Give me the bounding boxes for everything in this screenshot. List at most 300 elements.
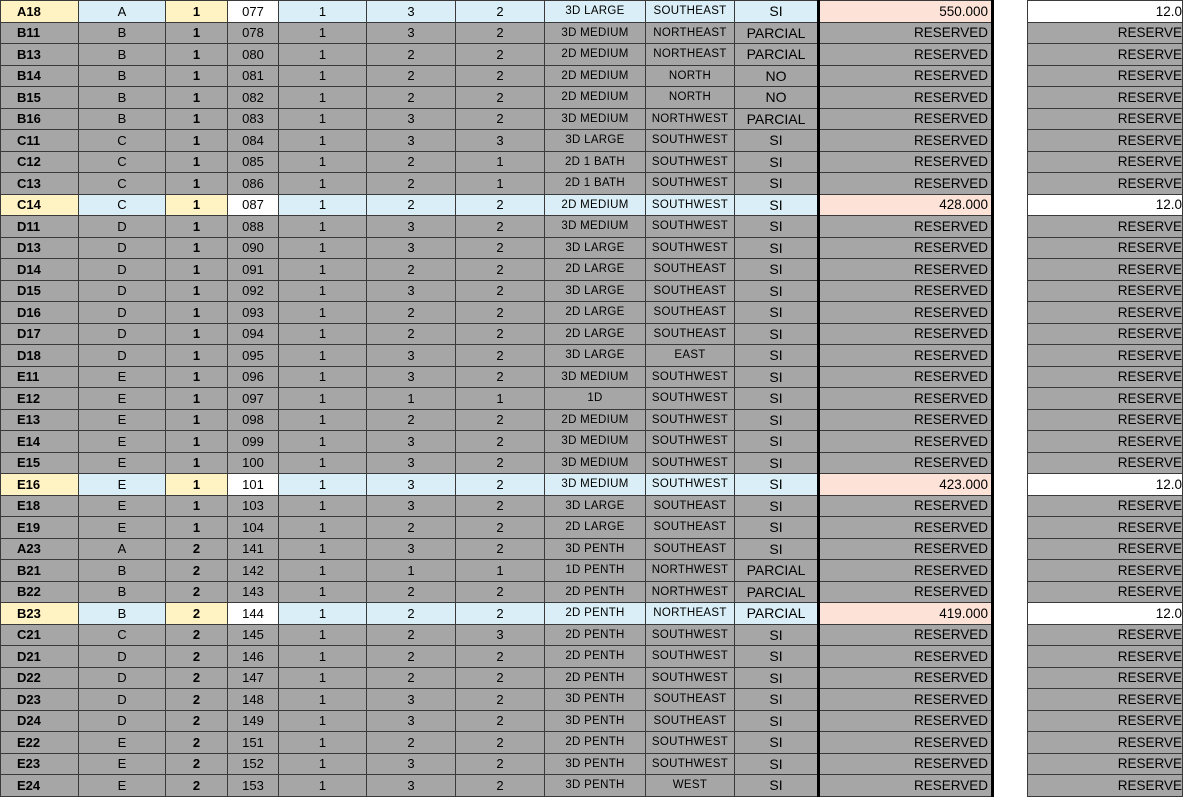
bathrooms-cell[interactable]: 2: [456, 87, 545, 109]
number-cell[interactable]: 152: [228, 753, 279, 775]
number-cell[interactable]: 093: [228, 302, 279, 324]
number-cell[interactable]: 145: [228, 624, 279, 646]
bathrooms-cell[interactable]: 3: [456, 130, 545, 152]
orientation-cell[interactable]: NORTHWEST: [646, 581, 735, 603]
floor-cell[interactable]: 1: [166, 474, 228, 496]
price-cell[interactable]: RESERVED: [819, 452, 993, 474]
price-cell[interactable]: RESERVED: [819, 345, 993, 367]
type-cell[interactable]: 3D MEDIUM: [545, 108, 646, 130]
count-cell[interactable]: 1: [279, 732, 367, 754]
type-cell[interactable]: 2D PENTH: [545, 624, 646, 646]
number-cell[interactable]: 098: [228, 409, 279, 431]
orientation-cell[interactable]: SOUTHEAST: [646, 280, 735, 302]
bedrooms-cell[interactable]: 3: [367, 108, 456, 130]
number-cell[interactable]: 149: [228, 710, 279, 732]
count-cell[interactable]: 1: [279, 431, 367, 453]
orientation-cell[interactable]: SOUTHWEST: [646, 431, 735, 453]
view-cell[interactable]: SI: [735, 517, 819, 539]
bedrooms-cell[interactable]: 1: [367, 560, 456, 582]
extra-cell[interactable]: RESERVE: [1028, 345, 1183, 367]
floor-cell[interactable]: 2: [166, 581, 228, 603]
orientation-cell[interactable]: NORTHEAST: [646, 44, 735, 66]
extra-cell[interactable]: RESERVE: [1028, 108, 1183, 130]
view-cell[interactable]: SI: [735, 452, 819, 474]
extra-cell[interactable]: 12.0: [1028, 603, 1183, 625]
type-cell[interactable]: 3D PENTH: [545, 689, 646, 711]
extra-cell[interactable]: RESERVE: [1028, 753, 1183, 775]
block-cell[interactable]: A: [79, 538, 166, 560]
unit-cell[interactable]: B23: [1, 603, 79, 625]
view-cell[interactable]: SI: [735, 280, 819, 302]
block-cell[interactable]: D: [79, 323, 166, 345]
bathrooms-cell[interactable]: 1: [456, 388, 545, 410]
block-cell[interactable]: D: [79, 710, 166, 732]
type-cell[interactable]: 2D MEDIUM: [545, 65, 646, 87]
bathrooms-cell[interactable]: 2: [456, 259, 545, 281]
extra-cell[interactable]: 12.0: [1028, 194, 1183, 216]
type-cell[interactable]: 3D PENTH: [545, 538, 646, 560]
bathrooms-cell[interactable]: 2: [456, 22, 545, 44]
block-cell[interactable]: E: [79, 474, 166, 496]
number-cell[interactable]: 085: [228, 151, 279, 173]
block-cell[interactable]: B: [79, 87, 166, 109]
extra-cell[interactable]: RESERVE: [1028, 259, 1183, 281]
number-cell[interactable]: 086: [228, 173, 279, 195]
orientation-cell[interactable]: SOUTHWEST: [646, 388, 735, 410]
number-cell[interactable]: 099: [228, 431, 279, 453]
number-cell[interactable]: 088: [228, 216, 279, 238]
bathrooms-cell[interactable]: 2: [456, 753, 545, 775]
extra-cell[interactable]: RESERVE: [1028, 689, 1183, 711]
extra-cell[interactable]: RESERVE: [1028, 560, 1183, 582]
number-cell[interactable]: 101: [228, 474, 279, 496]
unit-cell[interactable]: B16: [1, 108, 79, 130]
type-cell[interactable]: 3D PENTH: [545, 775, 646, 797]
view-cell[interactable]: SI: [735, 710, 819, 732]
bedrooms-cell[interactable]: 2: [367, 624, 456, 646]
block-cell[interactable]: E: [79, 452, 166, 474]
count-cell[interactable]: 1: [279, 710, 367, 732]
number-cell[interactable]: 142: [228, 560, 279, 582]
block-cell[interactable]: D: [79, 216, 166, 238]
bedrooms-cell[interactable]: 3: [367, 366, 456, 388]
block-cell[interactable]: D: [79, 345, 166, 367]
orientation-cell[interactable]: SOUTHEAST: [646, 259, 735, 281]
bathrooms-cell[interactable]: 3: [456, 624, 545, 646]
bathrooms-cell[interactable]: 2: [456, 194, 545, 216]
orientation-cell[interactable]: SOUTHWEST: [646, 173, 735, 195]
number-cell[interactable]: 077: [228, 1, 279, 23]
orientation-cell[interactable]: SOUTHEAST: [646, 323, 735, 345]
view-cell[interactable]: PARCIAL: [735, 108, 819, 130]
bedrooms-cell[interactable]: 2: [367, 151, 456, 173]
block-cell[interactable]: E: [79, 431, 166, 453]
block-cell[interactable]: C: [79, 624, 166, 646]
bedrooms-cell[interactable]: 2: [367, 173, 456, 195]
unit-cell[interactable]: E23: [1, 753, 79, 775]
count-cell[interactable]: 1: [279, 775, 367, 797]
extra-cell[interactable]: RESERVE: [1028, 732, 1183, 754]
bedrooms-cell[interactable]: 2: [367, 259, 456, 281]
number-cell[interactable]: 100: [228, 452, 279, 474]
block-cell[interactable]: A: [79, 1, 166, 23]
floor-cell[interactable]: 1: [166, 173, 228, 195]
orientation-cell[interactable]: SOUTHWEST: [646, 667, 735, 689]
bathrooms-cell[interactable]: 2: [456, 603, 545, 625]
unit-cell[interactable]: E11: [1, 366, 79, 388]
price-cell[interactable]: RESERVED: [819, 689, 993, 711]
type-cell[interactable]: 3D MEDIUM: [545, 474, 646, 496]
type-cell[interactable]: 2D MEDIUM: [545, 87, 646, 109]
bathrooms-cell[interactable]: 2: [456, 237, 545, 259]
floor-cell[interactable]: 1: [166, 194, 228, 216]
extra-cell[interactable]: RESERVE: [1028, 646, 1183, 668]
bathrooms-cell[interactable]: 2: [456, 710, 545, 732]
count-cell[interactable]: 1: [279, 409, 367, 431]
bathrooms-cell[interactable]: 2: [456, 646, 545, 668]
count-cell[interactable]: 1: [279, 753, 367, 775]
count-cell[interactable]: 1: [279, 130, 367, 152]
price-cell[interactable]: RESERVED: [819, 517, 993, 539]
unit-cell[interactable]: D13: [1, 237, 79, 259]
type-cell[interactable]: 3D MEDIUM: [545, 366, 646, 388]
number-cell[interactable]: 094: [228, 323, 279, 345]
type-cell[interactable]: 2D PENTH: [545, 603, 646, 625]
bathrooms-cell[interactable]: 2: [456, 517, 545, 539]
view-cell[interactable]: SI: [735, 323, 819, 345]
bathrooms-cell[interactable]: 2: [456, 409, 545, 431]
unit-cell[interactable]: E12: [1, 388, 79, 410]
bedrooms-cell[interactable]: 3: [367, 710, 456, 732]
orientation-cell[interactable]: SOUTHWEST: [646, 409, 735, 431]
unit-cell[interactable]: E16: [1, 474, 79, 496]
view-cell[interactable]: SI: [735, 624, 819, 646]
floor-cell[interactable]: 1: [166, 259, 228, 281]
unit-cell[interactable]: E24: [1, 775, 79, 797]
type-cell[interactable]: 2D 1 BATH: [545, 151, 646, 173]
view-cell[interactable]: NO: [735, 65, 819, 87]
view-cell[interactable]: SI: [735, 259, 819, 281]
orientation-cell[interactable]: NORTH: [646, 87, 735, 109]
block-cell[interactable]: E: [79, 366, 166, 388]
block-cell[interactable]: E: [79, 409, 166, 431]
orientation-cell[interactable]: SOUTHWEST: [646, 216, 735, 238]
count-cell[interactable]: 1: [279, 280, 367, 302]
type-cell[interactable]: 2D MEDIUM: [545, 409, 646, 431]
unit-cell[interactable]: B11: [1, 22, 79, 44]
view-cell[interactable]: SI: [735, 646, 819, 668]
orientation-cell[interactable]: SOUTHWEST: [646, 646, 735, 668]
unit-cell[interactable]: E15: [1, 452, 79, 474]
floor-cell[interactable]: 2: [166, 624, 228, 646]
floor-cell[interactable]: 2: [166, 646, 228, 668]
bedrooms-cell[interactable]: 3: [367, 237, 456, 259]
view-cell[interactable]: SI: [735, 431, 819, 453]
price-cell[interactable]: RESERVED: [819, 366, 993, 388]
count-cell[interactable]: 1: [279, 495, 367, 517]
unit-cell[interactable]: D15: [1, 280, 79, 302]
type-cell[interactable]: 2D 1 BATH: [545, 173, 646, 195]
count-cell[interactable]: 1: [279, 302, 367, 324]
floor-cell[interactable]: 2: [166, 560, 228, 582]
number-cell[interactable]: 148: [228, 689, 279, 711]
count-cell[interactable]: 1: [279, 44, 367, 66]
number-cell[interactable]: 092: [228, 280, 279, 302]
extra-cell[interactable]: RESERVE: [1028, 667, 1183, 689]
view-cell[interactable]: NO: [735, 87, 819, 109]
number-cell[interactable]: 082: [228, 87, 279, 109]
type-cell[interactable]: 2D LARGE: [545, 259, 646, 281]
unit-cell[interactable]: C14: [1, 194, 79, 216]
price-cell[interactable]: 419.000: [819, 603, 993, 625]
block-cell[interactable]: B: [79, 581, 166, 603]
count-cell[interactable]: 1: [279, 452, 367, 474]
number-cell[interactable]: 083: [228, 108, 279, 130]
block-cell[interactable]: E: [79, 732, 166, 754]
price-cell[interactable]: RESERVED: [819, 130, 993, 152]
block-cell[interactable]: C: [79, 194, 166, 216]
unit-cell[interactable]: A23: [1, 538, 79, 560]
count-cell[interactable]: 1: [279, 581, 367, 603]
price-cell[interactable]: RESERVED: [819, 108, 993, 130]
extra-cell[interactable]: 12.0: [1028, 474, 1183, 496]
number-cell[interactable]: 146: [228, 646, 279, 668]
floor-cell[interactable]: 1: [166, 65, 228, 87]
count-cell[interactable]: 1: [279, 388, 367, 410]
bathrooms-cell[interactable]: 2: [456, 108, 545, 130]
number-cell[interactable]: 153: [228, 775, 279, 797]
extra-cell[interactable]: RESERVE: [1028, 87, 1183, 109]
floor-cell[interactable]: 1: [166, 388, 228, 410]
type-cell[interactable]: 3D MEDIUM: [545, 431, 646, 453]
floor-cell[interactable]: 1: [166, 87, 228, 109]
block-cell[interactable]: E: [79, 495, 166, 517]
price-cell[interactable]: RESERVED: [819, 753, 993, 775]
extra-cell[interactable]: RESERVE: [1028, 452, 1183, 474]
bathrooms-cell[interactable]: 2: [456, 345, 545, 367]
view-cell[interactable]: SI: [735, 216, 819, 238]
count-cell[interactable]: 1: [279, 194, 367, 216]
floor-cell[interactable]: 1: [166, 345, 228, 367]
orientation-cell[interactable]: SOUTHWEST: [646, 194, 735, 216]
view-cell[interactable]: SI: [735, 194, 819, 216]
bedrooms-cell[interactable]: 1: [367, 388, 456, 410]
extra-cell[interactable]: RESERVE: [1028, 65, 1183, 87]
price-cell[interactable]: RESERVED: [819, 87, 993, 109]
floor-cell[interactable]: 1: [166, 409, 228, 431]
extra-cell[interactable]: RESERVE: [1028, 173, 1183, 195]
number-cell[interactable]: 091: [228, 259, 279, 281]
unit-cell[interactable]: D23: [1, 689, 79, 711]
count-cell[interactable]: 1: [279, 216, 367, 238]
block-cell[interactable]: D: [79, 237, 166, 259]
extra-cell[interactable]: RESERVE: [1028, 323, 1183, 345]
floor-cell[interactable]: 1: [166, 216, 228, 238]
price-cell[interactable]: RESERVED: [819, 65, 993, 87]
block-cell[interactable]: B: [79, 22, 166, 44]
view-cell[interactable]: PARCIAL: [735, 560, 819, 582]
type-cell[interactable]: 2D PENTH: [545, 732, 646, 754]
bedrooms-cell[interactable]: 3: [367, 753, 456, 775]
number-cell[interactable]: 095: [228, 345, 279, 367]
bathrooms-cell[interactable]: 1: [456, 560, 545, 582]
bathrooms-cell[interactable]: 1: [456, 173, 545, 195]
view-cell[interactable]: SI: [735, 173, 819, 195]
view-cell[interactable]: SI: [735, 775, 819, 797]
unit-cell[interactable]: B21: [1, 560, 79, 582]
bathrooms-cell[interactable]: 1: [456, 151, 545, 173]
price-cell[interactable]: RESERVED: [819, 431, 993, 453]
view-cell[interactable]: SI: [735, 388, 819, 410]
unit-cell[interactable]: D22: [1, 667, 79, 689]
block-cell[interactable]: E: [79, 388, 166, 410]
price-cell[interactable]: RESERVED: [819, 624, 993, 646]
orientation-cell[interactable]: SOUTHWEST: [646, 624, 735, 646]
view-cell[interactable]: SI: [735, 130, 819, 152]
floor-cell[interactable]: 1: [166, 237, 228, 259]
price-cell[interactable]: RESERVED: [819, 302, 993, 324]
count-cell[interactable]: 1: [279, 517, 367, 539]
extra-cell[interactable]: RESERVE: [1028, 538, 1183, 560]
floor-cell[interactable]: 1: [166, 130, 228, 152]
type-cell[interactable]: 2D MEDIUM: [545, 194, 646, 216]
price-cell[interactable]: RESERVED: [819, 259, 993, 281]
block-cell[interactable]: D: [79, 667, 166, 689]
bathrooms-cell[interactable]: 2: [456, 302, 545, 324]
unit-cell[interactable]: E14: [1, 431, 79, 453]
price-cell[interactable]: RESERVED: [819, 581, 993, 603]
bedrooms-cell[interactable]: 3: [367, 474, 456, 496]
block-cell[interactable]: B: [79, 560, 166, 582]
floor-cell[interactable]: 1: [166, 302, 228, 324]
price-cell[interactable]: 550.000: [819, 1, 993, 23]
unit-cell[interactable]: A18: [1, 1, 79, 23]
block-cell[interactable]: D: [79, 280, 166, 302]
view-cell[interactable]: SI: [735, 237, 819, 259]
block-cell[interactable]: E: [79, 753, 166, 775]
type-cell[interactable]: 2D LARGE: [545, 517, 646, 539]
orientation-cell[interactable]: SOUTHWEST: [646, 452, 735, 474]
extra-cell[interactable]: RESERVE: [1028, 237, 1183, 259]
view-cell[interactable]: SI: [735, 495, 819, 517]
bedrooms-cell[interactable]: 2: [367, 409, 456, 431]
orientation-cell[interactable]: SOUTHEAST: [646, 1, 735, 23]
type-cell[interactable]: 3D LARGE: [545, 1, 646, 23]
price-cell[interactable]: RESERVED: [819, 732, 993, 754]
count-cell[interactable]: 1: [279, 538, 367, 560]
type-cell[interactable]: 3D PENTH: [545, 710, 646, 732]
block-cell[interactable]: D: [79, 689, 166, 711]
floor-cell[interactable]: 1: [166, 1, 228, 23]
bathrooms-cell[interactable]: 2: [456, 323, 545, 345]
type-cell[interactable]: 1D PENTH: [545, 560, 646, 582]
view-cell[interactable]: SI: [735, 753, 819, 775]
bedrooms-cell[interactable]: 2: [367, 87, 456, 109]
bathrooms-cell[interactable]: 2: [456, 732, 545, 754]
count-cell[interactable]: 1: [279, 603, 367, 625]
price-cell[interactable]: RESERVED: [819, 667, 993, 689]
unit-cell[interactable]: D11: [1, 216, 79, 238]
view-cell[interactable]: SI: [735, 366, 819, 388]
count-cell[interactable]: 1: [279, 624, 367, 646]
bedrooms-cell[interactable]: 3: [367, 280, 456, 302]
price-cell[interactable]: RESERVED: [819, 495, 993, 517]
type-cell[interactable]: 2D MEDIUM: [545, 44, 646, 66]
view-cell[interactable]: SI: [735, 732, 819, 754]
type-cell[interactable]: 2D PENTH: [545, 667, 646, 689]
floor-cell[interactable]: 1: [166, 108, 228, 130]
count-cell[interactable]: 1: [279, 108, 367, 130]
unit-cell[interactable]: E22: [1, 732, 79, 754]
extra-cell[interactable]: RESERVE: [1028, 495, 1183, 517]
view-cell[interactable]: PARCIAL: [735, 603, 819, 625]
number-cell[interactable]: 078: [228, 22, 279, 44]
block-cell[interactable]: B: [79, 44, 166, 66]
orientation-cell[interactable]: SOUTHWEST: [646, 237, 735, 259]
floor-cell[interactable]: 1: [166, 517, 228, 539]
bathrooms-cell[interactable]: 2: [456, 581, 545, 603]
floor-cell[interactable]: 2: [166, 710, 228, 732]
extra-cell[interactable]: RESERVE: [1028, 366, 1183, 388]
number-cell[interactable]: 151: [228, 732, 279, 754]
bedrooms-cell[interactable]: 2: [367, 603, 456, 625]
bedrooms-cell[interactable]: 2: [367, 732, 456, 754]
orientation-cell[interactable]: NORTHWEST: [646, 108, 735, 130]
count-cell[interactable]: 1: [279, 323, 367, 345]
unit-cell[interactable]: B15: [1, 87, 79, 109]
extra-cell[interactable]: RESERVE: [1028, 431, 1183, 453]
bathrooms-cell[interactable]: 2: [456, 366, 545, 388]
block-cell[interactable]: B: [79, 65, 166, 87]
orientation-cell[interactable]: SOUTHWEST: [646, 151, 735, 173]
view-cell[interactable]: SI: [735, 151, 819, 173]
type-cell[interactable]: 3D LARGE: [545, 130, 646, 152]
count-cell[interactable]: 1: [279, 1, 367, 23]
unit-cell[interactable]: E13: [1, 409, 79, 431]
price-cell[interactable]: RESERVED: [819, 538, 993, 560]
price-cell[interactable]: RESERVED: [819, 323, 993, 345]
bedrooms-cell[interactable]: 2: [367, 581, 456, 603]
orientation-cell[interactable]: NORTHEAST: [646, 603, 735, 625]
view-cell[interactable]: SI: [735, 409, 819, 431]
orientation-cell[interactable]: SOUTHEAST: [646, 495, 735, 517]
orientation-cell[interactable]: SOUTHWEST: [646, 366, 735, 388]
extra-cell[interactable]: RESERVE: [1028, 624, 1183, 646]
bathrooms-cell[interactable]: 2: [456, 495, 545, 517]
bathrooms-cell[interactable]: 2: [456, 689, 545, 711]
number-cell[interactable]: 103: [228, 495, 279, 517]
bedrooms-cell[interactable]: 3: [367, 452, 456, 474]
type-cell[interactable]: 3D MEDIUM: [545, 216, 646, 238]
unit-cell[interactable]: E19: [1, 517, 79, 539]
block-cell[interactable]: D: [79, 302, 166, 324]
price-cell[interactable]: RESERVED: [819, 151, 993, 173]
extra-cell[interactable]: RESERVE: [1028, 44, 1183, 66]
view-cell[interactable]: PARCIAL: [735, 44, 819, 66]
block-cell[interactable]: C: [79, 151, 166, 173]
block-cell[interactable]: D: [79, 259, 166, 281]
bedrooms-cell[interactable]: 3: [367, 345, 456, 367]
price-cell[interactable]: RESERVED: [819, 280, 993, 302]
number-cell[interactable]: 143: [228, 581, 279, 603]
orientation-cell[interactable]: SOUTHEAST: [646, 689, 735, 711]
number-cell[interactable]: 081: [228, 65, 279, 87]
count-cell[interactable]: 1: [279, 474, 367, 496]
view-cell[interactable]: PARCIAL: [735, 22, 819, 44]
bedrooms-cell[interactable]: 3: [367, 22, 456, 44]
type-cell[interactable]: 2D PENTH: [545, 581, 646, 603]
bathrooms-cell[interactable]: 2: [456, 65, 545, 87]
